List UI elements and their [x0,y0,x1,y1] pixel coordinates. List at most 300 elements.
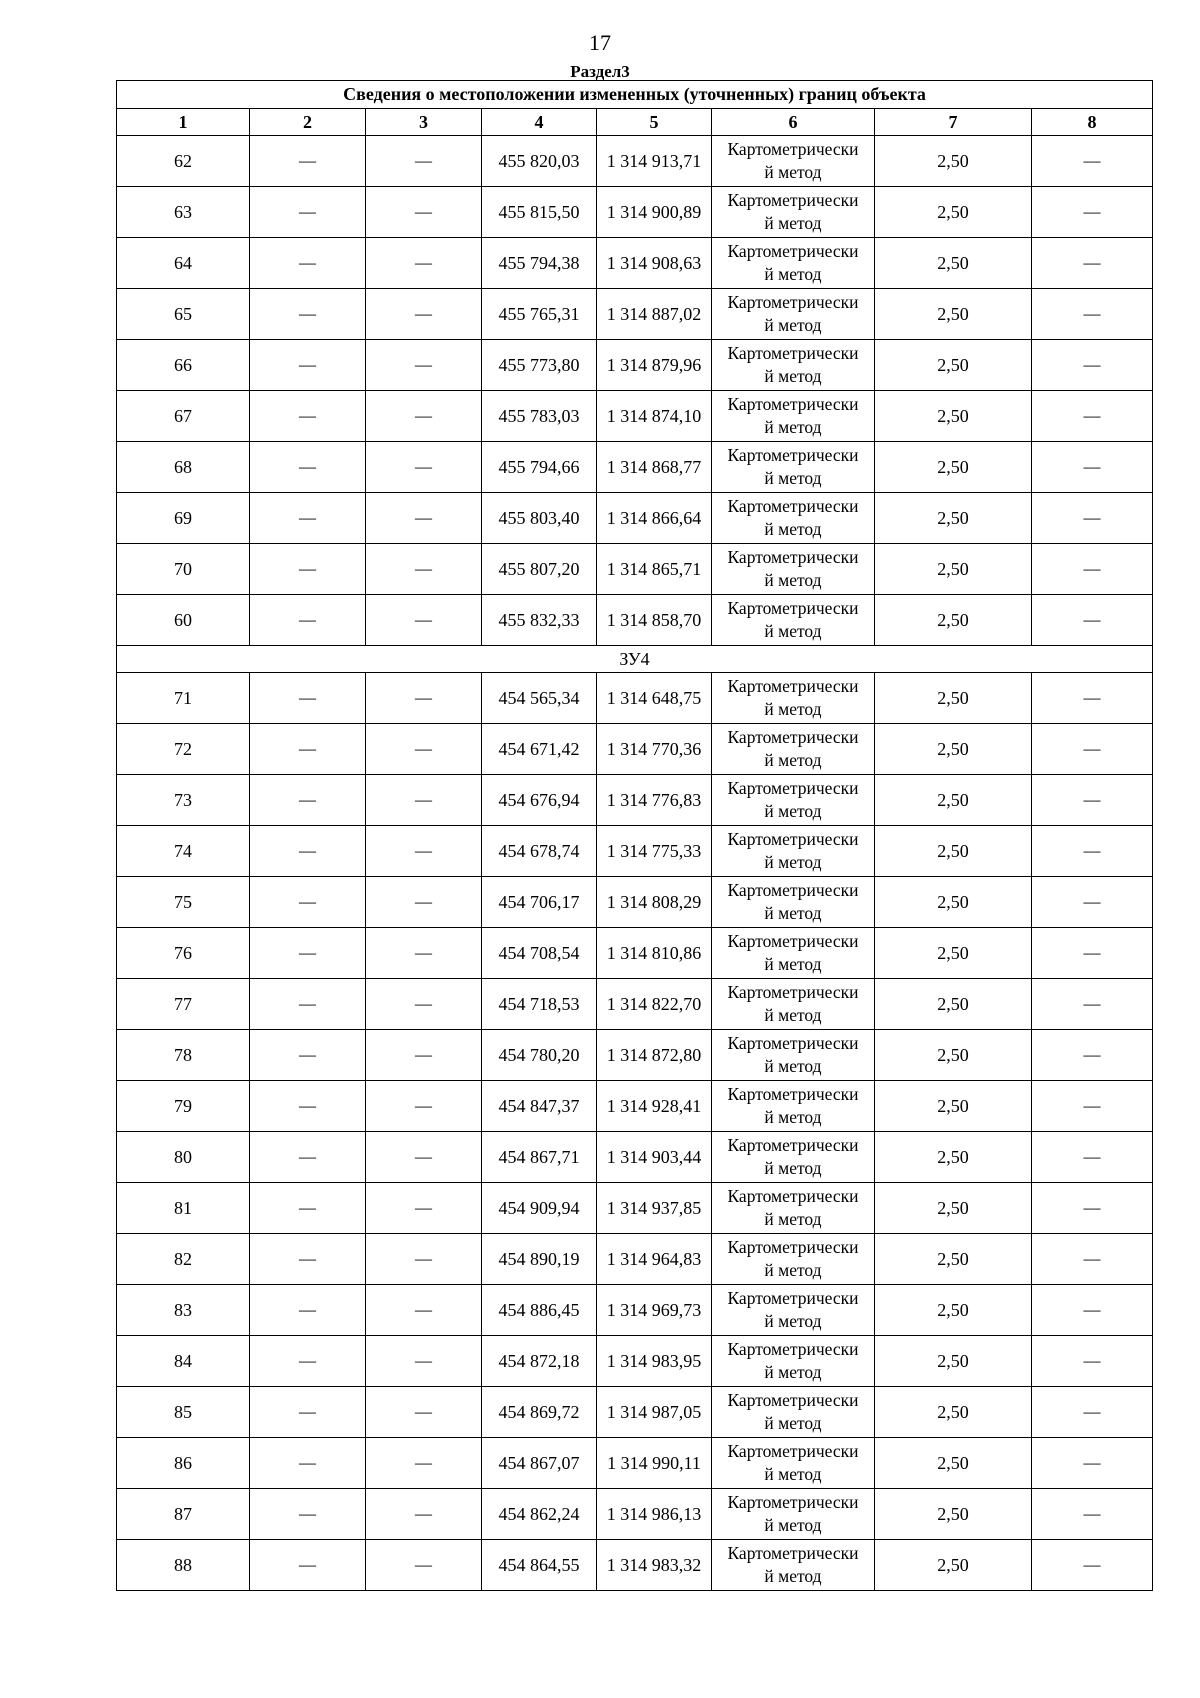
x-coordinate-cell: 454 864,55 [482,1540,597,1591]
point-number-cell: 81 [117,1183,250,1234]
x-coordinate-cell: 454 671,42 [482,724,597,775]
method-line2: й метод [764,1056,822,1076]
method-line2: й метод [764,468,822,488]
method-line2: й метод [764,162,822,182]
column-header: 1 [117,109,250,136]
col2-cell: — [250,289,366,340]
method-line1: Картометрически [727,445,859,465]
method-line2: й метод [764,213,822,233]
method-line1: Картометрически [727,1135,859,1155]
col2-cell: — [250,187,366,238]
method-line2: й метод [764,1515,822,1535]
method-line2: й метод [764,570,822,590]
accuracy-cell: 2,50 [875,544,1032,595]
method-line1: Картометрически [727,292,859,312]
col3-cell: — [366,493,482,544]
x-coordinate-cell: 454 862,24 [482,1489,597,1540]
point-number-cell: 76 [117,928,250,979]
method-line1: Картометрически [727,496,859,516]
col3-cell: — [366,238,482,289]
point-number-cell: 64 [117,238,250,289]
col2-cell: — [250,1438,366,1489]
accuracy-cell: 2,50 [875,238,1032,289]
col2-cell: — [250,1234,366,1285]
method-line2: й метод [764,1311,822,1331]
y-coordinate-cell: 1 314 858,70 [597,595,712,646]
x-coordinate-cell: 454 867,71 [482,1132,597,1183]
x-coordinate-cell: 455 815,50 [482,187,597,238]
method-line1: Картометрически [727,880,859,900]
col3-cell: — [366,1234,482,1285]
point-number-cell: 83 [117,1285,250,1336]
col8-cell: — [1032,826,1153,877]
method-cell [712,391,875,442]
x-coordinate-cell: 454 706,17 [482,877,597,928]
y-coordinate-cell: 1 314 822,70 [597,979,712,1030]
column-header-row [117,109,1153,136]
method-line1: Картометрически [727,1237,859,1257]
table-row [117,1489,1153,1540]
accuracy-cell: 2,50 [875,775,1032,826]
y-coordinate-cell: 1 314 770,36 [597,724,712,775]
method-line2: й метод [764,621,822,641]
y-coordinate-cell: 1 314 865,71 [597,544,712,595]
col2-cell: — [250,673,366,724]
column-header: 3 [366,109,482,136]
col8-cell: — [1032,238,1153,289]
col8-cell: — [1032,775,1153,826]
method-line1: Картометрически [727,1084,859,1104]
table-row [117,724,1153,775]
x-coordinate-cell: 455 807,20 [482,544,597,595]
y-coordinate-cell: 1 314 874,10 [597,391,712,442]
accuracy-cell: 2,50 [875,493,1032,544]
section-title: Раздел3 [570,62,630,81]
col8-cell: — [1032,1387,1153,1438]
accuracy-cell: 2,50 [875,1438,1032,1489]
point-number-cell: 77 [117,979,250,1030]
method-line1: Картометрически [727,778,859,798]
col3-cell: — [366,1285,482,1336]
col8-cell: — [1032,1030,1153,1081]
table-row [117,1336,1153,1387]
boundary-coordinates-table [116,80,1153,1591]
col3-cell: — [366,544,482,595]
method-cell [712,493,875,544]
method-line2: й метод [764,903,822,923]
col3-cell: — [366,391,482,442]
point-number-cell: 63 [117,187,250,238]
table-row [117,1030,1153,1081]
col3-cell: — [366,289,482,340]
x-coordinate-cell: 455 765,31 [482,289,597,340]
method-cell [712,1183,875,1234]
x-coordinate-cell: 454 872,18 [482,1336,597,1387]
x-coordinate-cell: 455 803,40 [482,493,597,544]
method-line1: Картометрически [727,139,859,159]
table-row [117,238,1153,289]
accuracy-cell: 2,50 [875,724,1032,775]
point-number-cell: 88 [117,1540,250,1591]
accuracy-cell: 2,50 [875,595,1032,646]
x-coordinate-cell: 454 676,94 [482,775,597,826]
x-coordinate-cell: 455 820,03 [482,136,597,187]
point-number-cell: 73 [117,775,250,826]
page-number: 17 [589,30,611,55]
method-cell [712,775,875,826]
table-row [117,1540,1153,1591]
method-cell [712,826,875,877]
col2-cell: — [250,391,366,442]
col8-cell: — [1032,1132,1153,1183]
point-number-cell: 79 [117,1081,250,1132]
col8-cell: — [1032,1234,1153,1285]
col8-cell: — [1032,442,1153,493]
table-row [117,673,1153,724]
col3-cell: — [366,187,482,238]
col8-cell: — [1032,1489,1153,1540]
col2-cell: — [250,1489,366,1540]
point-number-cell: 60 [117,595,250,646]
col3-cell: — [366,1183,482,1234]
method-line2: й метод [764,366,822,386]
x-coordinate-cell: 455 794,66 [482,442,597,493]
method-line1: Картометрически [727,598,859,618]
method-cell [712,877,875,928]
accuracy-cell: 2,50 [875,1030,1032,1081]
y-coordinate-cell: 1 314 648,75 [597,673,712,724]
method-cell [712,595,875,646]
x-coordinate-cell: 455 783,03 [482,391,597,442]
y-coordinate-cell: 1 314 810,86 [597,928,712,979]
point-number-cell: 67 [117,391,250,442]
accuracy-cell: 2,50 [875,1336,1032,1387]
group-section [117,646,1153,673]
col8-cell: — [1032,1438,1153,1489]
y-coordinate-cell: 1 314 969,73 [597,1285,712,1336]
point-number-cell: 82 [117,1234,250,1285]
y-coordinate-cell: 1 314 964,83 [597,1234,712,1285]
accuracy-cell: 2,50 [875,826,1032,877]
col2-cell: — [250,1030,366,1081]
table-row [117,928,1153,979]
col2-cell: — [250,493,366,544]
table-row [117,979,1153,1030]
col2-cell: — [250,724,366,775]
method-line2: й метод [764,417,822,437]
method-cell [712,1030,875,1081]
y-coordinate-cell: 1 314 990,11 [597,1438,712,1489]
accuracy-cell: 2,50 [875,1540,1032,1591]
method-line1: Картометрически [727,1390,859,1410]
col3-cell: — [366,1081,482,1132]
x-coordinate-cell: 454 869,72 [482,1387,597,1438]
method-line2: й метод [764,801,822,821]
x-coordinate-cell: 454 708,54 [482,928,597,979]
y-coordinate-cell: 1 314 887,02 [597,289,712,340]
x-coordinate-cell: 454 867,07 [482,1438,597,1489]
method-cell [712,1387,875,1438]
method-line2: й метод [764,954,822,974]
col2-cell: — [250,238,366,289]
accuracy-cell: 2,50 [875,136,1032,187]
method-cell [712,136,875,187]
x-coordinate-cell: 454 565,34 [482,673,597,724]
y-coordinate-cell: 1 314 928,41 [597,1081,712,1132]
accuracy-cell: 2,50 [875,1387,1032,1438]
y-coordinate-cell: 1 314 903,44 [597,1132,712,1183]
table-row [117,187,1153,238]
y-coordinate-cell: 1 314 872,80 [597,1030,712,1081]
col8-cell: — [1032,1081,1153,1132]
col2-cell: — [250,928,366,979]
x-coordinate-cell: 454 847,37 [482,1081,597,1132]
x-coordinate-cell: 454 678,74 [482,826,597,877]
table-row [117,1234,1153,1285]
col8-cell: — [1032,928,1153,979]
x-coordinate-cell: 454 909,94 [482,1183,597,1234]
col3-cell: — [366,340,482,391]
point-number-cell: 70 [117,544,250,595]
table-row [117,1438,1153,1489]
point-number-cell: 65 [117,289,250,340]
col8-cell: — [1032,289,1153,340]
col8-cell: — [1032,673,1153,724]
method-line2: й метод [764,852,822,872]
method-cell [712,442,875,493]
method-cell [712,289,875,340]
col3-cell: — [366,442,482,493]
group-row [117,646,1153,673]
accuracy-cell: 2,50 [875,928,1032,979]
table-body-part2 [117,673,1153,1591]
y-coordinate-cell: 1 314 808,29 [597,877,712,928]
y-coordinate-cell: 1 314 900,89 [597,187,712,238]
column-header: 8 [1032,109,1153,136]
table-row [117,877,1153,928]
method-cell [712,673,875,724]
method-line1: Картометрически [727,931,859,951]
point-number-cell: 72 [117,724,250,775]
col3-cell: — [366,1030,482,1081]
y-coordinate-cell: 1 314 986,13 [597,1489,712,1540]
col2-cell: — [250,1285,366,1336]
method-line1: Картометрически [727,1543,859,1563]
point-number-cell: 85 [117,1387,250,1438]
table-row [117,775,1153,826]
col8-cell: — [1032,1285,1153,1336]
col2-cell: — [250,340,366,391]
method-line2: й метод [764,1260,822,1280]
x-coordinate-cell: 454 780,20 [482,1030,597,1081]
col3-cell: — [366,928,482,979]
col2-cell: — [250,1183,366,1234]
table-row [117,442,1153,493]
table-row [117,391,1153,442]
method-cell [712,1285,875,1336]
method-line2: й метод [764,519,822,539]
y-coordinate-cell: 1 314 776,83 [597,775,712,826]
table-caption: Сведения о местоположении измененных (уточненных) границ объекта [117,81,1153,109]
method-line1: Картометрически [727,982,859,1002]
col8-cell: — [1032,340,1153,391]
col3-cell: — [366,724,482,775]
y-coordinate-cell: 1 314 868,77 [597,442,712,493]
x-coordinate-cell: 455 794,38 [482,238,597,289]
col2-cell: — [250,595,366,646]
column-header: 7 [875,109,1032,136]
accuracy-cell: 2,50 [875,1285,1032,1336]
table-row [117,595,1153,646]
col3-cell: — [366,1438,482,1489]
x-coordinate-cell: 455 773,80 [482,340,597,391]
method-line2: й метод [764,1413,822,1433]
col8-cell: — [1032,187,1153,238]
method-line1: Картометрически [727,343,859,363]
table-row [117,1387,1153,1438]
table-row [117,1285,1153,1336]
col2-cell: — [250,1132,366,1183]
table-row [117,544,1153,595]
col2-cell: — [250,1336,366,1387]
accuracy-cell: 2,50 [875,1234,1032,1285]
method-cell [712,544,875,595]
method-cell [712,238,875,289]
accuracy-cell: 2,50 [875,442,1032,493]
col3-cell: — [366,1336,482,1387]
point-number-cell: 78 [117,1030,250,1081]
column-header: 6 [712,109,875,136]
x-coordinate-cell: 454 718,53 [482,979,597,1030]
accuracy-cell: 2,50 [875,1489,1032,1540]
method-line2: й метод [764,1362,822,1382]
col2-cell: — [250,1387,366,1438]
method-cell [712,1438,875,1489]
table-row [117,1132,1153,1183]
column-header: 2 [250,109,366,136]
method-line2: й метод [764,1005,822,1025]
method-cell [712,1540,875,1591]
table-row [117,826,1153,877]
method-line1: Картометрически [727,1339,859,1359]
point-number-cell: 68 [117,442,250,493]
accuracy-cell: 2,50 [875,877,1032,928]
method-line1: Картометрически [727,1492,859,1512]
col2-cell: — [250,442,366,493]
col8-cell: — [1032,544,1153,595]
method-line2: й метод [764,1107,822,1127]
accuracy-cell: 2,50 [875,1183,1032,1234]
col8-cell: — [1032,391,1153,442]
table-row [117,1183,1153,1234]
col3-cell: — [366,1387,482,1438]
method-cell [712,1081,875,1132]
y-coordinate-cell: 1 314 866,64 [597,493,712,544]
table-row [117,1081,1153,1132]
point-number-cell: 75 [117,877,250,928]
point-number-cell: 84 [117,1336,250,1387]
x-coordinate-cell: 455 832,33 [482,595,597,646]
point-number-cell: 87 [117,1489,250,1540]
method-line2: й метод [764,750,822,770]
method-cell [712,928,875,979]
method-cell [712,187,875,238]
column-header: 5 [597,109,712,136]
col2-cell: — [250,826,366,877]
col8-cell: — [1032,979,1153,1030]
method-line1: Картометрически [727,1033,859,1053]
col2-cell: — [250,544,366,595]
col2-cell: — [250,775,366,826]
method-line2: й метод [764,1209,822,1229]
col3-cell: — [366,877,482,928]
x-coordinate-cell: 454 886,45 [482,1285,597,1336]
y-coordinate-cell: 1 314 983,95 [597,1336,712,1387]
method-line1: Картометрически [727,1441,859,1461]
accuracy-cell: 2,50 [875,1132,1032,1183]
y-coordinate-cell: 1 314 987,05 [597,1387,712,1438]
col2-cell: — [250,136,366,187]
y-coordinate-cell: 1 314 908,63 [597,238,712,289]
table-row [117,289,1153,340]
method-cell [712,979,875,1030]
accuracy-cell: 2,50 [875,979,1032,1030]
col3-cell: — [366,775,482,826]
method-line2: й метод [764,699,822,719]
method-line1: Картометрически [727,241,859,261]
y-coordinate-cell: 1 314 879,96 [597,340,712,391]
point-number-cell: 86 [117,1438,250,1489]
method-cell [712,1489,875,1540]
method-line1: Картометрически [727,727,859,747]
method-line1: Картометрически [727,676,859,696]
group-label: ЗУ4 [117,646,1153,673]
col3-cell: — [366,673,482,724]
y-coordinate-cell: 1 314 983,32 [597,1540,712,1591]
col3-cell: — [366,826,482,877]
col3-cell: — [366,1132,482,1183]
method-line2: й метод [764,1566,822,1586]
table-row [117,493,1153,544]
method-line1: Картометрически [727,547,859,567]
col3-cell: — [366,1540,482,1591]
accuracy-cell: 2,50 [875,289,1032,340]
y-coordinate-cell: 1 314 937,85 [597,1183,712,1234]
point-number-cell: 69 [117,493,250,544]
point-number-cell: 62 [117,136,250,187]
method-cell [712,1132,875,1183]
method-line2: й метод [764,264,822,284]
col8-cell: — [1032,1336,1153,1387]
point-number-cell: 66 [117,340,250,391]
accuracy-cell: 2,50 [875,187,1032,238]
method-cell [712,724,875,775]
col8-cell: — [1032,724,1153,775]
method-cell [712,1234,875,1285]
col8-cell: — [1032,493,1153,544]
table-body-part1 [117,136,1153,646]
col8-cell: — [1032,136,1153,187]
col2-cell: — [250,1540,366,1591]
method-line1: Картометрически [727,1288,859,1308]
table-row [117,340,1153,391]
col8-cell: — [1032,877,1153,928]
method-cell [712,1336,875,1387]
col3-cell: — [366,136,482,187]
col2-cell: — [250,979,366,1030]
accuracy-cell: 2,50 [875,340,1032,391]
accuracy-cell: 2,50 [875,673,1032,724]
